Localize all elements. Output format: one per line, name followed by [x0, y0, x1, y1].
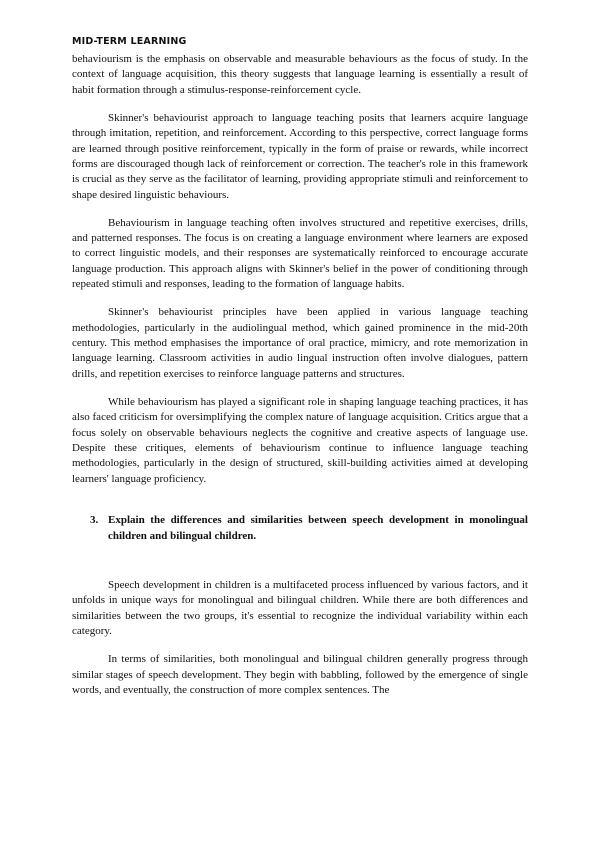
body-paragraph-5: While behaviourism has played a significant role in shaping language teaching practices, it has also faced criticism for oversimplifying the complex nature of language acquisition. Critics argue that a focus solely on observable behaviours neglects the cognitive and creative aspects of language use. Despite these critiques, elements of behaviourism continue to influence language teaching methodologies, particularly in the design of structured, skill-building activities aimed at developing learners' language proficiency.	[72, 395, 528, 485]
running-header: MID-TERM LEARNING	[72, 36, 187, 47]
answer-paragraph-2: In terms of similarities, both monolingual and bilingual children generally progress through similar stages of speech development. They begin with babbling, followed by the emergence of single words, and eventually, the construction of more complex sentences. The	[72, 653, 528, 696]
body-paragraph-4: Skinner's behaviourist principles have been applied in various language teaching methodologies, particularly in the audiolingual method, which gained prominence in the mid-20th century. This method emphasises the importance of oral practice, mimicry, and rote memorization in language learning. Classroom activities in audio lingual instruction often involve dialogues, pattern drills, and repetition exercises to reinforce language patterns and structures.	[72, 306, 528, 380]
body-paragraph-1: behaviourism is the emphasis on observable and measurable behaviours as the focus of study. In the context of language acquisition, this theory suggests that language learning is essentially a result of habit formation through a stimulus-response-reinforcement cycle.	[72, 53, 528, 96]
question-text: Explain the differences and similarities between speech development in monolingual children and bilingual children.	[108, 514, 528, 542]
body-paragraph-3: Behaviourism in language teaching often involves structured and repetitive exercises, drills, and patterned responses. The focus is on creating a language environment where learners are exposed to correct linguistic models, and their responses are systematically reinforced to encourage accurate language production. This approach aligns with Skinner's belief in the power of conditioning through repeated stimuli and responses, leading to the formation of language habits.	[72, 216, 528, 291]
answer-paragraph-1: Speech development in children is a multifaceted process influenced by various factors, and it unfolds in unique ways for monolingual and bilingual children. While there are both differences and similarities between the two groups, it's essential to recognize the individual variability within each category.	[72, 578, 528, 638]
question-number: 3.	[90, 514, 99, 527]
document-body	[72, 52, 528, 711]
question-heading	[72, 513, 528, 544]
body-paragraph-2: Skinner's behaviourist approach to language teaching posits that learners acquire language through imitation, repetition, and reinforcement. According to this perspective, correct language forms are learned through positive reinforcement, typically in the form of praise or rewards, while incorrect forms are discouraged though lack of reinforcement or correction. The teacher's role in this framework is crucial as they serve as the facilitator of learning, providing appropriate stimuli and reinforcement to shape desired linguistic behaviours.	[72, 111, 528, 201]
